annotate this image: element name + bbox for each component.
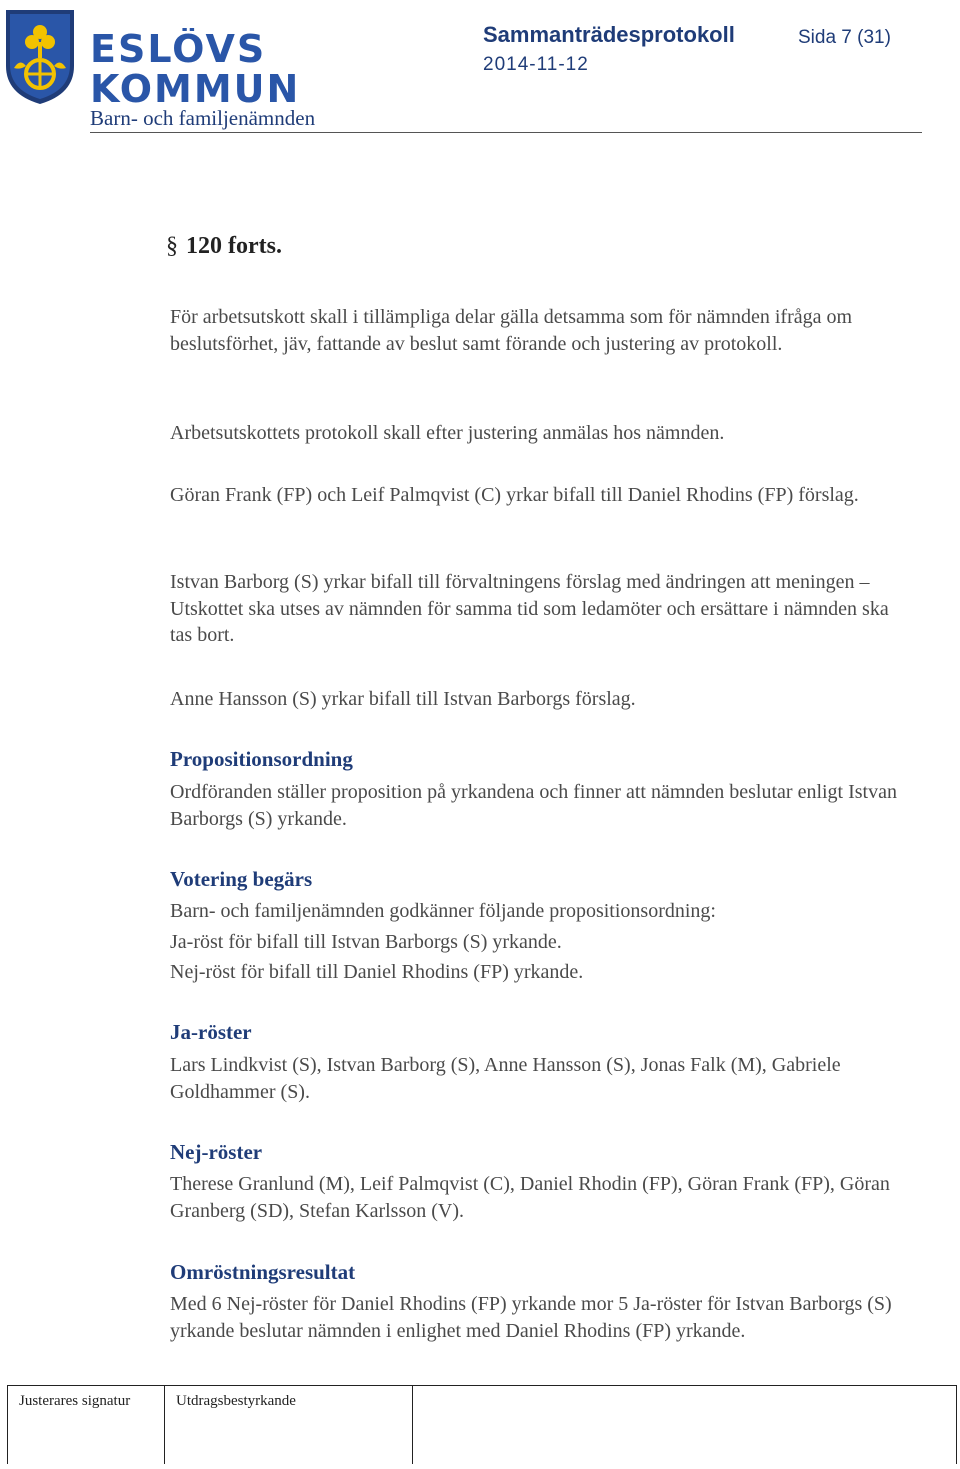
paragraph-3: Göran Frank (FP) och Leif Palmqvist (C) yrkar bifall till Daniel Rhodins (FP) förslag. (170, 484, 859, 506)
committee-name: Barn- och familjenämnden (90, 106, 316, 130)
paragraph-2: Arbetsutskottets protokoll skall efter justering anmälas hos nämnden. (170, 422, 725, 444)
extract-label: Utdragsbestyrkande (176, 1393, 296, 1409)
coat-of-arms-icon (4, 8, 76, 106)
footer-frame (7, 1385, 957, 1464)
svg-text:KOMMUN: KOMMUN (90, 67, 300, 108)
ja-roster-text: Lars Lindkvist (S), Istvan Barborg (S), Anne Hansson (S), Jonas Falk (M), Gabriele Goldhammer (S). (170, 1054, 841, 1103)
nej-roster-heading: Nej-röster (170, 1140, 263, 1164)
votering-line-3: Nej-röst för bifall till Daniel Rhodins (FP) yrkande. (170, 961, 584, 983)
propositionsordning-text: Ordföranden ställer proposition på yrkandena och finner att nämnden beslutar enligt Istvan Barborgs (S) yrkande. (170, 781, 897, 830)
votering-heading: Votering begärs (170, 867, 313, 891)
paragraph-5: Anne Hansson (S) yrkar bifall till Istvan Barborgs förslag. (170, 688, 636, 710)
votering-line-1: Barn- och familjenämnden godkänner följande propositionsordning: (170, 900, 716, 922)
page-number: Sida 7 (31) (798, 27, 891, 48)
footer-divider-1 (164, 1385, 165, 1464)
section-number: § 120 forts. (166, 233, 282, 259)
signature-label: Justerares signatur (19, 1393, 131, 1409)
header-divider (90, 132, 922, 133)
paragraph-4: Istvan Barborg (S) yrkar bifall till förvaltningens förslag med ändringen att meningen – Utskottet ska utses av nämnden för samma tid som ledamöter och ersättare i nämnden ska tas bort. (170, 571, 889, 646)
omrostning-heading: Omröstningsresultat (170, 1260, 356, 1284)
ja-roster-heading: Ja-röster (170, 1020, 252, 1044)
svg-text:ESLÖVS: ESLÖVS (90, 28, 267, 71)
footer-divider-2 (412, 1385, 413, 1464)
eslovs-kommun-logo (90, 28, 300, 108)
paragraph-sign: § (166, 233, 178, 259)
document-date: 2014-11-12 (483, 54, 589, 75)
page-header (0, 0, 960, 140)
signature-footer (7, 1385, 957, 1469)
document-title: Sammanträdesprotokoll (483, 22, 735, 47)
omrostning-text: Med 6 Nej-röster för Daniel Rhodins (FP) yrkande mor 5 Ja-röster för Istvan Barborgs (S) yrkande beslutar nämnden i enlighet med Daniel Rhodins (FP) yrkande. (170, 1293, 892, 1342)
nej-roster-text: Therese Granlund (M), Leif Palmqvist (C), Daniel Rhodin (FP), Göran Frank (FP), Göran Granberg (SD), Stefan Karlsson (V). (170, 1173, 890, 1222)
propositionsordning-heading: Propositionsordning (170, 747, 353, 771)
votering-line-2: Ja-röst för bifall till Istvan Barborgs (S) yrkande. (170, 931, 562, 953)
paragraph-1: För arbetsutskott skall i tillämpliga delar gälla detsamma som för nämnden ifråga om beslutsförhet, jäv, fattande av beslut samt förande och justering av protokoll. (170, 306, 853, 355)
